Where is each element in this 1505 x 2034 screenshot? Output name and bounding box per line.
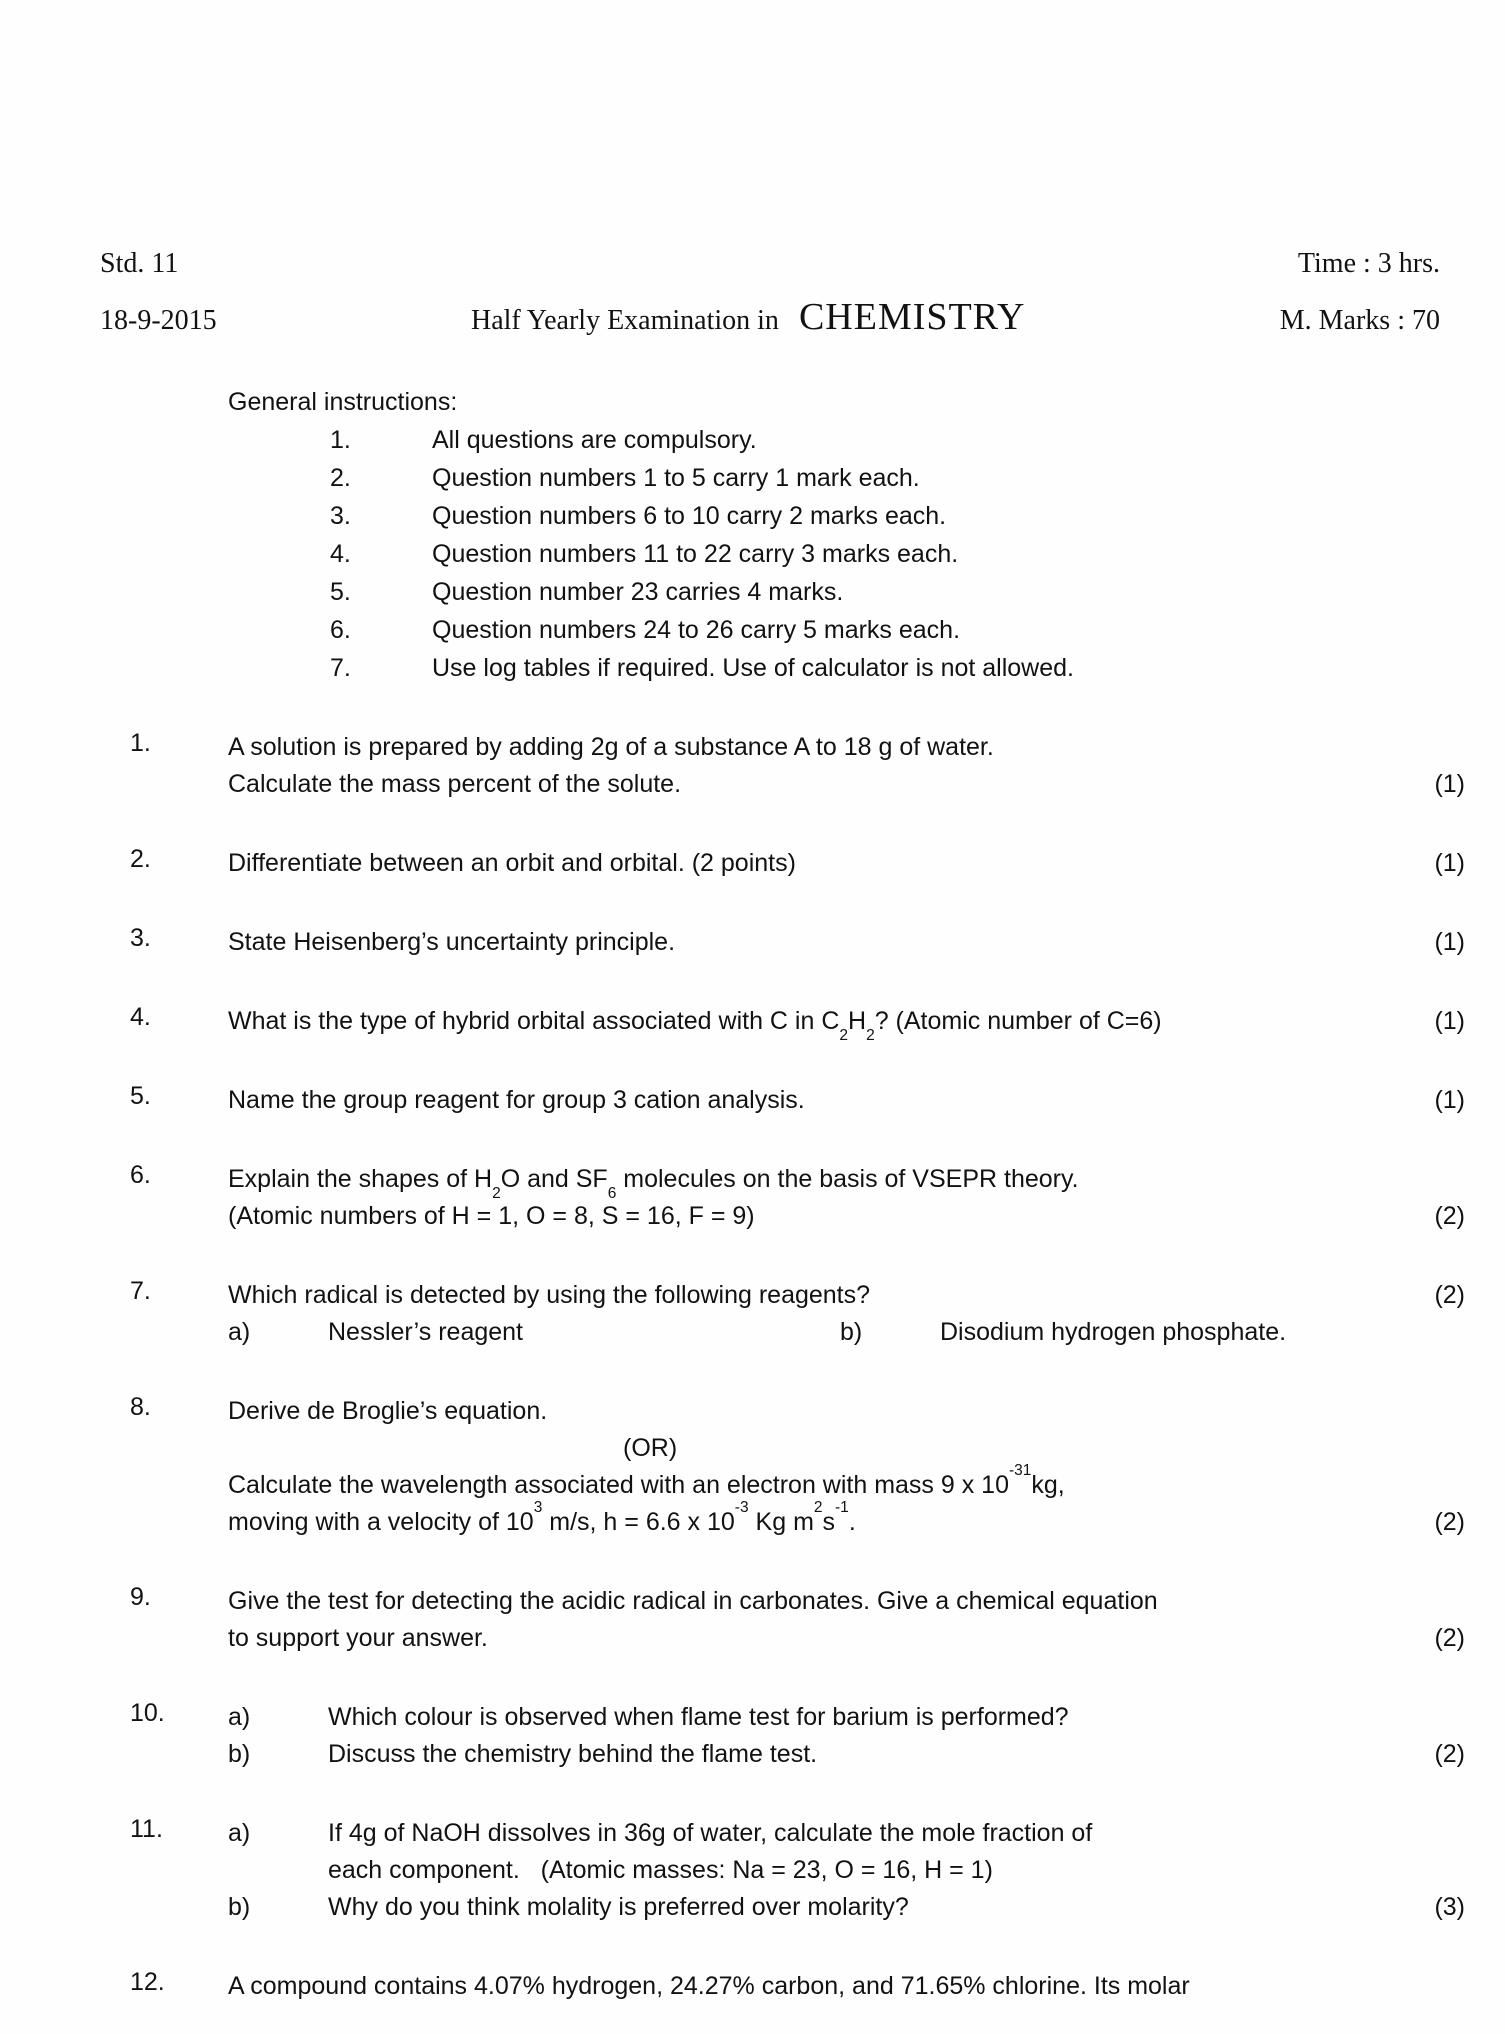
question-body [228, 924, 1465, 961]
question-text [228, 1968, 1190, 2005]
question-number: 4. [130, 1003, 151, 1031]
text-segment: O and SF [500, 1165, 608, 1193]
text-segment: Differentiate between an orbit and orbital. (2 points) [228, 849, 796, 877]
question-line [228, 1736, 1465, 1773]
question [0, 845, 1505, 882]
question-line [228, 845, 1465, 882]
instruction-text: All questions are compulsory. [432, 426, 757, 454]
exam-title-group [471, 293, 1025, 345]
question-line [228, 1620, 1465, 1657]
superscript: -31 [1008, 1462, 1032, 1480]
instruction-number: 3. [330, 502, 351, 530]
time-allowed-label: Time : 3 hrs. [1297, 248, 1440, 279]
question [0, 1277, 1505, 1351]
text-segment: Which colour is observed when flame test for barium is performed? [328, 1703, 1069, 1731]
question-number: 1. [130, 729, 151, 757]
question [0, 1699, 1505, 1773]
question-text [328, 1314, 840, 1351]
text-segment: m/s, h = 6.6 x 10 [542, 1508, 735, 1536]
text-segment: Derive de Broglie’s equation. [228, 1397, 548, 1425]
text-segment: A compound contains 4.07% hydrogen, 24.27% carbon, and 71.65% chlorine. Its molar [228, 1972, 1190, 2000]
instruction-number: 4. [330, 540, 351, 568]
question-text [623, 1430, 677, 1467]
question-marks: (1) [1434, 849, 1465, 877]
question-marks: (1) [1434, 1086, 1465, 1114]
instruction-number: 6. [330, 616, 351, 644]
subquestion-label: b) [228, 1740, 251, 1768]
text-segment: moving with a velocity of 10 [228, 1508, 534, 1536]
text-segment: Which radical is detected by using the following reagents? [228, 1281, 871, 1309]
standard-label: Std. 11 [100, 248, 179, 279]
question-number: 2. [130, 845, 151, 873]
question-number: 10. [130, 1699, 165, 1727]
question-text [940, 1314, 1286, 1351]
text-segment: (OR) [623, 1434, 678, 1462]
subquestion-label: b) [840, 1318, 863, 1346]
text-segment: each component. (Atomic masses: Na = 23, O = 16, H = 1) [328, 1856, 993, 1884]
instruction-item [228, 459, 1505, 497]
question-line [228, 1852, 1465, 1889]
question-body [228, 1161, 1465, 1235]
instruction-text: Question numbers 1 to 5 carry 1 mark each. [432, 464, 920, 492]
text-segment: . [848, 1508, 856, 1536]
question-body [228, 1277, 1465, 1351]
question-number: 7. [130, 1277, 151, 1305]
question-number: 6. [130, 1161, 151, 1189]
text-segment: s [822, 1508, 836, 1536]
question-number: 5. [130, 1082, 151, 1110]
question-body [228, 1968, 1465, 2005]
question [0, 924, 1505, 961]
question-marks: (1) [1434, 770, 1465, 798]
text-segment: Why do you think molality is preferred over molarity? [328, 1893, 909, 1921]
subscript: 2 [866, 1026, 875, 1044]
question-line [228, 1430, 1465, 1467]
question-body [228, 1003, 1465, 1044]
text-segment: Discuss the chemistry behind the flame test. [328, 1740, 818, 1768]
question [0, 1003, 1505, 1044]
text-segment: Disodium hydrogen phosphate. [940, 1318, 1287, 1346]
text-segment: A solution is prepared by adding 2g of a substance A to 18 g of water. [228, 733, 994, 761]
text-segment: Give the test for detecting the acidic radical in carbonates. Give a chemical equation [228, 1587, 1158, 1615]
text-segment: Explain the shapes of H [228, 1165, 493, 1193]
exam-date: 18-9-2015 [100, 305, 217, 336]
question-text [328, 1815, 1092, 1852]
text-segment: Calculate the wavelength associated with an electron with mass 9 x 10 [228, 1471, 1009, 1499]
question [0, 1161, 1505, 1235]
question-marks: (2) [1434, 1508, 1465, 1536]
subscript: 2 [839, 1026, 849, 1044]
subscript: 2 [492, 1184, 501, 1202]
question-line [228, 1003, 1465, 1044]
question-number: 9. [130, 1583, 151, 1611]
question-line [228, 1082, 1465, 1119]
question-number: 3. [130, 924, 151, 952]
question-line [228, 1314, 1465, 1351]
question-number: 8. [130, 1393, 151, 1421]
question [0, 1815, 1505, 1926]
instruction-text: Question number 23 carries 4 marks. [432, 578, 844, 606]
question-marks: (2) [1434, 1202, 1465, 1230]
question-text [228, 1198, 755, 1235]
question-body [228, 1393, 1465, 1541]
question-number: 11. [130, 1815, 163, 1843]
question-line [228, 1198, 1465, 1235]
question-body [228, 1082, 1465, 1119]
question-body [228, 1815, 1465, 1926]
question-text [328, 1699, 1069, 1736]
instruction-text: Question numbers 6 to 10 carry 2 marks each. [432, 502, 947, 530]
question-text [328, 1852, 993, 1889]
questions-list [0, 729, 1505, 2005]
text-segment: Kg m [748, 1508, 814, 1536]
instruction-number: 2. [330, 464, 351, 492]
text-segment: Nessler’s reagent [328, 1318, 524, 1346]
question-text [228, 729, 994, 766]
question-marks: (2) [1434, 1281, 1465, 1309]
question-line [228, 1393, 1465, 1430]
question-line [228, 1499, 1465, 1541]
question-line [228, 924, 1465, 961]
text-segment: State Heisenberg’s uncertainty principle. [228, 928, 676, 956]
question-text [228, 1393, 547, 1430]
text-segment: What is the type of hybrid orbital associated with C in C [228, 1007, 840, 1035]
question-body [228, 1699, 1465, 1773]
question-text [228, 1003, 1162, 1044]
question-text [228, 1583, 1158, 1620]
exam-title-prefix: Half Yearly Examination in [470, 305, 779, 336]
question-marks: (2) [1434, 1740, 1465, 1768]
general-instructions-section [228, 383, 1505, 687]
question-text [328, 1889, 909, 1926]
header-row-2 [100, 293, 1440, 345]
instruction-item [228, 535, 1505, 573]
text-segment: Calculate the mass percent of the solute. [228, 770, 682, 798]
max-marks-label: M. Marks : 70 [1279, 305, 1440, 336]
question-line [228, 1161, 1465, 1202]
question [0, 1968, 1505, 2005]
question-line [228, 1277, 1465, 1314]
question-body [228, 1583, 1465, 1657]
question [0, 1583, 1505, 1657]
instruction-item [228, 611, 1505, 649]
question-text [228, 1082, 805, 1119]
question-line [228, 1815, 1465, 1852]
instruction-item [228, 649, 1505, 687]
question-line [228, 1583, 1465, 1620]
superscript: 3 [533, 1499, 543, 1517]
instructions-list [228, 421, 1505, 687]
instruction-number: 5. [330, 578, 351, 606]
question-text [228, 766, 681, 803]
question-marks: (1) [1434, 928, 1465, 956]
instruction-item [228, 421, 1505, 459]
instruction-number: 7. [330, 654, 351, 682]
instruction-number: 1. [330, 426, 351, 454]
instruction-text: Use log tables if required. Use of calculator is not allowed. [432, 654, 1074, 682]
text-segment: to support your answer. [228, 1624, 488, 1652]
text-segment: Name the group reagent for group 3 cation analysis. [228, 1086, 805, 1114]
text-segment: kg, [1031, 1471, 1065, 1499]
header-row-1 [100, 247, 1440, 281]
question [0, 1393, 1505, 1541]
question-text [328, 1736, 817, 1773]
question-line [228, 1968, 1465, 2005]
exam-subject: CHEMISTRY [798, 296, 1026, 338]
instructions-heading: General instructions: [228, 388, 458, 416]
instruction-item [228, 573, 1505, 611]
subquestion-label: a) [228, 1703, 251, 1731]
question-text [228, 1499, 856, 1541]
question-marks: (1) [1434, 1007, 1465, 1035]
subquestion-label: a) [228, 1819, 251, 1847]
question-number: 12. [130, 1968, 165, 1996]
question-text [228, 845, 796, 882]
question-text [228, 1462, 1065, 1504]
question-line [228, 729, 1465, 766]
question-text [228, 1620, 488, 1657]
paper-header [0, 0, 1505, 345]
subquestion-label: b) [228, 1893, 251, 1921]
question-line [228, 1889, 1465, 1926]
text-segment: (Atomic numbers of H = 1, O = 8, S = 16, F = 9) [228, 1202, 755, 1230]
text-segment: If 4g of NaOH dissolves in 36g of water, calculate the mole fraction of [328, 1819, 1093, 1847]
question [0, 1082, 1505, 1119]
question-line [228, 1699, 1465, 1736]
superscript: -3 [734, 1499, 749, 1517]
question-text [228, 924, 675, 961]
question-body [228, 729, 1465, 803]
instruction-text: Question numbers 24 to 26 carry 5 marks each. [432, 616, 961, 644]
question [0, 729, 1505, 803]
superscript: 2 [813, 1499, 823, 1517]
superscript: -1 [835, 1499, 849, 1517]
text-segment: H [848, 1007, 867, 1035]
question-text [228, 1161, 1079, 1202]
question-body [228, 845, 1465, 882]
question-marks: (3) [1434, 1893, 1465, 1921]
question-text [228, 1277, 870, 1314]
question-line [228, 766, 1465, 803]
instruction-item [228, 497, 1505, 535]
text-segment: molecules on the basis of VSEPR theory. [616, 1165, 1079, 1193]
instruction-text: Question numbers 11 to 22 carry 3 marks each. [432, 540, 959, 568]
question-marks: (2) [1434, 1624, 1465, 1652]
subscript: 6 [607, 1184, 617, 1202]
subquestion-label: a) [228, 1318, 251, 1346]
text-segment: ? (Atomic number of C=6) [874, 1007, 1162, 1035]
